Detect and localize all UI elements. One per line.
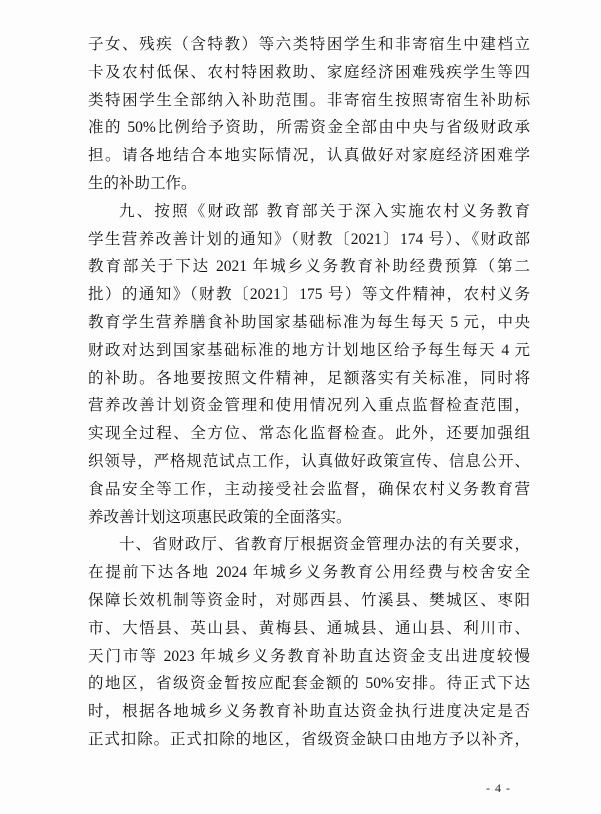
text-line: 学生营养改善计划的通知》（财教〔2021〕174 号）、《财政部 [88,230,530,248]
page-number: - 4 - [486,781,511,795]
text-line: 财政对达到国家基础标准的地方计划地区给予每生每天 4 元 [88,341,530,359]
text-line: 市、大悟县、英山县、黄梅县、通城县、通山县、利川市、 [88,619,530,637]
text-line: 实现全过程、全方位、常态化监督检查。此外，还要加强组 [88,425,530,443]
text-line: 天门市等 2023 年城乡义务教育补助直达资金支出进度较慢 [88,647,530,665]
text-line: 子女、残疾（含特教）等六类特困学生和非寄宿生中建档立 [88,36,530,53]
text-line: 食品安全等工作，主动接受社会监督，确保农村义务教育营 [88,480,530,498]
text-line: 生的补助工作。 [88,174,197,192]
text-line: 正式扣除。正式扣除的地区，省级资金缺口由地方予以补齐， [88,730,530,748]
text-line: 在提前下达各地 2024 年城乡义务教育公用经费与校舍安全 [88,564,530,582]
text-line: 的补助。各地要按照文件精神，足额落实有关标准，同时将 [88,369,530,387]
paragraph-item-ten [88,531,530,753]
text-line: 时，根据各地城乡义务教育补助直达资金执行进度决定是否 [88,703,530,721]
text-line: 卡及农村低保、农村特困救助、家庭经济困难残疾学生等四 [88,63,530,81]
text-line: 教育学生营养膳食补助国家基础标准为每生每天 5 元，中央 [88,313,530,331]
text-line: 养改善计划这项惠民政策的全面落实。 [88,508,352,526]
text-line: 批）的通知》（财教〔2021〕175 号）等文件精神，农村义务 [88,286,530,304]
text-line: 保障长效机制等资金时，对郧西县、竹溪县、樊城区、枣阳 [88,591,530,609]
text-line: 营养改善计划资金管理和使用情况列入重点监督检查范围， [88,397,530,415]
text-line: 担。请各地结合本地实际情况，认真做好对家庭经济困难学 [88,147,530,165]
text-line: 教育部关于下达 2021 年城乡义务教育补助经费预算（第二 [88,258,530,276]
paragraph-item-nine [88,198,530,532]
text-line: 类特困学生全部纳入补助范围。非寄宿生按照寄宿生补助标 [88,91,530,109]
text-line: 的地区，省级资金暂按应配套金额的 50%安排。待正式下达 [88,675,530,693]
text-line: 十、省财政厅、省教育厅根据资金管理办法的有关要求， [119,536,530,554]
body-text [88,31,530,754]
text-line: 九、按照《财政部 教育部关于深入实施农村义务教育 [119,202,530,220]
text-line: 织领导，严格规范试点工作，认真做好政策宣传、信息公开、 [88,452,530,470]
text-line: 准的 50%比例给予资助，所需资金全部由中央与省级财政承 [88,119,530,137]
paragraph-continuation [88,31,530,198]
